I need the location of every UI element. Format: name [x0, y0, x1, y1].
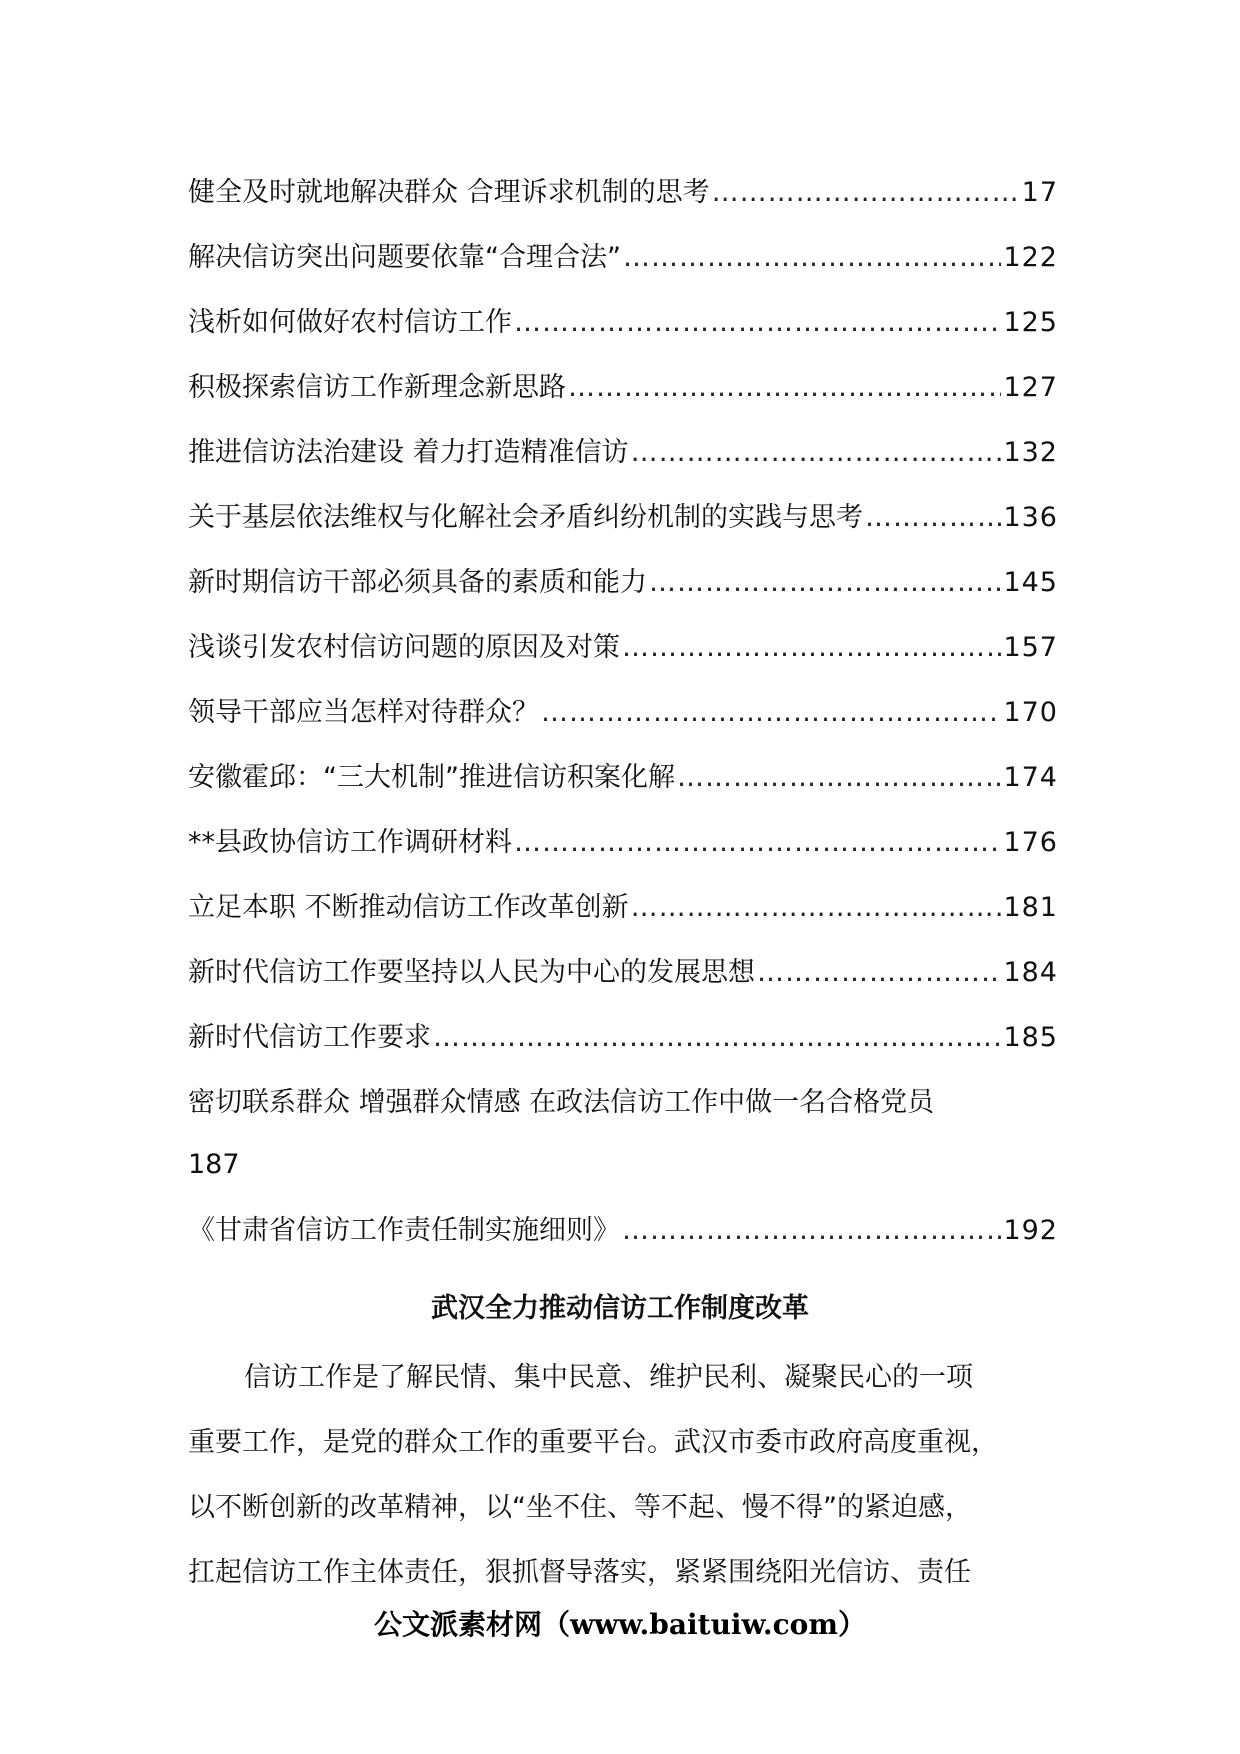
toc-leader-dots: [433, 1017, 1001, 1059]
footer-watermark: 公文派素材网（www.baituiw.com）: [374, 1608, 866, 1641]
toc-entry[interactable]: [188, 1082, 1058, 1210]
toc-entry-title: 领导干部应当怎样对待群众？: [188, 697, 539, 728]
toc-leader-dots: [712, 172, 1020, 214]
toc-entry-page: 185: [1003, 1022, 1058, 1053]
toc-entry-page: 174: [1003, 762, 1058, 793]
toc-leader-dots: [677, 757, 1001, 799]
toc-entry-page: 127: [1003, 372, 1058, 403]
body-line: 信访工作是了解民情、集中民意、维护民利、凝聚民心的一项: [244, 1362, 973, 1393]
article-body: [188, 1345, 1078, 1605]
toc-entry-title: 积极探索信访工作新理念新思路: [188, 372, 566, 403]
toc-entry[interactable]: [188, 627, 1058, 692]
toc-entry[interactable]: [188, 952, 1058, 1017]
toc-entry-title: 关于基层依法维权与化解社会矛盾纠纷机制的实践与思考: [188, 502, 863, 533]
toc-entry-page: 136: [1003, 502, 1058, 533]
toc-entry[interactable]: [188, 692, 1058, 757]
toc-entry-title: 安徽霍邱：“三大机制”推进信访积案化解: [188, 762, 675, 793]
toc-entry-title: 浅析如何做好农村信访工作: [188, 307, 512, 338]
toc-entry[interactable]: [188, 562, 1058, 627]
toc-entry-page: 157: [1003, 632, 1058, 663]
toc-entry-page: 125: [1003, 307, 1058, 338]
toc-entry[interactable]: [188, 887, 1058, 952]
toc-entry-title: 立足本职 不断推动信访工作改革创新: [188, 892, 629, 923]
toc-leader-dots: [757, 952, 1001, 994]
toc-leader-dots: [649, 562, 1001, 604]
toc-leader-dots: [631, 432, 1002, 474]
table-of-contents: [188, 172, 1058, 1275]
toc-entry-page: 181: [1003, 892, 1058, 923]
toc-leader-dots: [865, 497, 1001, 539]
toc-entry-title: **县政协信访工作调研材料: [188, 827, 512, 858]
toc-entry-page: 17: [1021, 177, 1058, 208]
toc-entry-page: 192: [1003, 1215, 1058, 1246]
toc-entry-page: 132: [1003, 437, 1058, 468]
toc-entry-title: 新时代信访工作要求: [188, 1022, 431, 1053]
toc-leader-dots: [623, 237, 1001, 279]
toc-entry[interactable]: [188, 367, 1058, 432]
toc-entry-page: 176: [1003, 827, 1058, 858]
toc-leader-dots: [622, 627, 1001, 669]
toc-leader-dots: [568, 367, 1001, 409]
article-title: 武汉全力推动信访工作制度改革: [431, 1293, 809, 1324]
toc-entry[interactable]: [188, 822, 1058, 887]
body-line: 以不断创新的改革精神，以“坐不住、等不起、慢不得”的紧迫感，: [188, 1492, 972, 1523]
toc-entry[interactable]: [188, 757, 1058, 822]
toc-entry[interactable]: [188, 1210, 1058, 1275]
toc-entry[interactable]: [188, 432, 1058, 497]
toc-entry[interactable]: [188, 237, 1058, 302]
toc-entry-title: 健全及时就地解决群众 合理诉求机制的思考: [188, 177, 710, 208]
toc-entry-title: 《甘肃省信访工作责任制实施细则》: [188, 1215, 620, 1246]
body-line: 重要工作，是党的群众工作的重要平台。武汉市委市政府高度重视，: [188, 1427, 998, 1458]
toc-entry-title: 浅谈引发农村信访问题的原因及对策: [188, 632, 620, 663]
toc-entry-page: 122: [1003, 242, 1058, 273]
toc-entry-title: 新时代信访工作要坚持以人民为中心的发展思想: [188, 957, 755, 988]
toc-entry-page: 170: [1003, 697, 1058, 728]
toc-entry-title: 新时期信访干部必须具备的素质和能力: [188, 567, 647, 598]
toc-leader-dots: [631, 887, 1002, 929]
toc-entry-page: 187: [188, 1149, 240, 1180]
toc-entry-title: 推进信访法治建设 着力打造精准信访: [188, 437, 629, 468]
toc-entry-page: 145: [1003, 567, 1058, 598]
toc-leader-dots: [514, 822, 1001, 864]
toc-entry-title: 密切联系群众 增强群众情感 在政法信访工作中做一名合格党员: [188, 1087, 935, 1118]
toc-leader-dots: [514, 302, 1001, 344]
toc-leader-dots: [622, 1210, 1001, 1252]
toc-entry[interactable]: [188, 172, 1058, 237]
toc-entry-page: 184: [1003, 957, 1058, 988]
toc-leader-dots: [541, 692, 1001, 734]
body-line: 扛起信访工作主体责任，狠抓督导落实，紧紧围绕阳光信访、责任: [188, 1557, 971, 1588]
toc-entry[interactable]: [188, 1017, 1058, 1082]
toc-entry-title: 解决信访突出问题要依靠“合理合法”: [188, 242, 621, 273]
toc-entry[interactable]: [188, 497, 1058, 562]
toc-entry[interactable]: [188, 302, 1058, 367]
